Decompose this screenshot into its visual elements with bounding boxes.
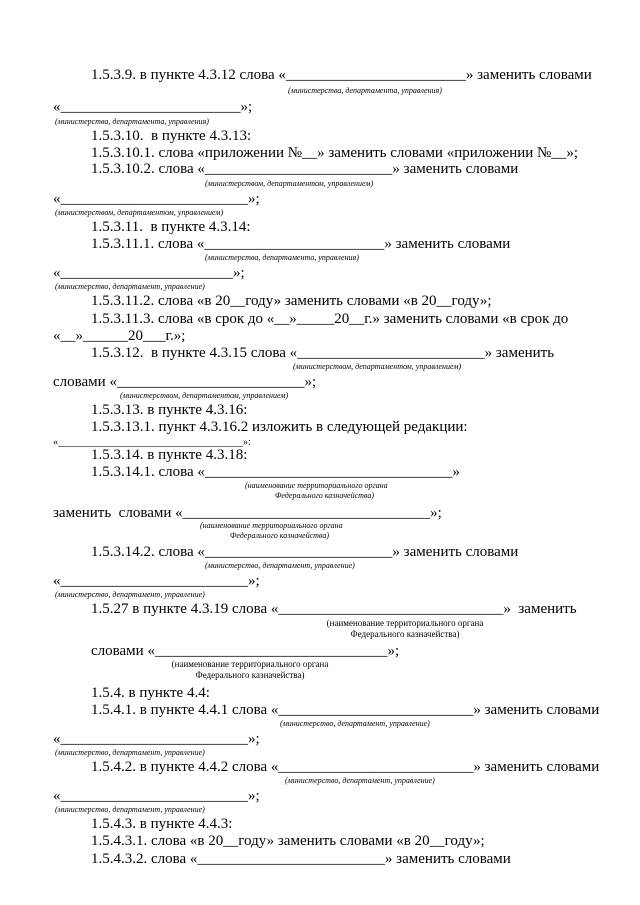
text-line: 1.5.4.3. в пункте 4.4.3: bbox=[91, 816, 233, 832]
text-line: 1.5.4.2. в пункте 4.4.2 слова «__________________________» заменить словами bbox=[91, 759, 600, 775]
hint-note: (министерством, департаментом, управлением) bbox=[205, 179, 374, 188]
text-line: 1.5.3.11.3. слова «в срок до «__»_____20__г.» заменить словами «в срок до bbox=[91, 311, 569, 327]
text-line: 1.5.4.3.2. слова «_________________________» заменить словами bbox=[91, 851, 511, 867]
hint-note: (министерство, департамент, управление) bbox=[55, 590, 205, 599]
text-line: заменить словами «_________________________________»; bbox=[53, 505, 442, 521]
text-line: «_________________________»; bbox=[53, 788, 260, 804]
text-line: 1.5.3.14.2. слова «_________________________» заменить словами bbox=[91, 544, 519, 560]
text-line: 1.5.3.11.1. слова «________________________» заменить словами bbox=[91, 236, 511, 252]
hint-note: (министерство, департамент, управление) bbox=[205, 561, 355, 570]
hint-note: (наименование территориального органа bbox=[171, 659, 329, 669]
hint-note: (министерство, департамент, управление) bbox=[280, 719, 430, 728]
text-line: словами «_______________________________»; bbox=[91, 643, 400, 659]
hint-note: (министерство, департамент, управление) bbox=[55, 282, 205, 291]
hint-note: (министерство, департамент, управление) bbox=[285, 776, 435, 785]
text-line: 1.5.3.12. в пункте 4.3.15 слова «_________________________» заменить bbox=[91, 345, 555, 361]
text-line: 1.5.3.13. в пункте 4.3.16: bbox=[91, 402, 248, 418]
text-line: «__»______20___г.»; bbox=[53, 328, 186, 344]
hint-note: (министерство, департамент, управление) bbox=[55, 748, 205, 757]
text-line: 1.5.3.11.2. слова «в 20__году» заменить словами «в 20__году»; bbox=[91, 293, 492, 309]
text-line: 1.5.4. в пункте 4.4: bbox=[91, 685, 210, 701]
hint-note: (министерство, департамент, управление) bbox=[55, 805, 205, 814]
text-line: «_______________________»; bbox=[53, 265, 245, 281]
hint-note: Федерального казначейства) bbox=[195, 670, 305, 680]
hint-note: (наименование территориального органа bbox=[245, 481, 388, 490]
text-line: «_________________________»; bbox=[53, 191, 260, 207]
text-line: 1.5.3.14.1. слова «_________________________________» bbox=[91, 464, 460, 480]
text-line: 1.5.3.10. в пункте 4.3.13: bbox=[91, 128, 252, 144]
text-line: 1.5.3.10.1. слова «приложении №__» заменить словами «приложении №__»; bbox=[91, 145, 579, 161]
text-line: 1.5.4.1. в пункте 4.4.1 слова «__________________________» заменить словами bbox=[91, 702, 600, 718]
text-line: 1.5.3.13.1. пункт 4.3.16.2 изложить в следующей редакции: bbox=[91, 419, 468, 435]
hint-note: (министерства, департамента, управления) bbox=[55, 117, 209, 126]
hint-note: (наименование территориального органа bbox=[200, 521, 343, 530]
text-line: «_________________________»; bbox=[53, 731, 260, 747]
text-line: 1.5.3.11. в пункте 4.3.14: bbox=[91, 219, 251, 235]
text-line: «_____________________________________»: bbox=[53, 437, 251, 448]
hint-note: (наименование территориального органа bbox=[326, 618, 484, 628]
text-line: словами «_________________________»; bbox=[53, 374, 317, 390]
text-line: «_________________________»; bbox=[53, 573, 260, 589]
text-line: 1.5.3.9. в пункте 4.3.12 слова «________________________» заменить словами bbox=[91, 67, 592, 83]
text-line: 1.5.3.10.2. слова «_________________________» заменить словами bbox=[91, 161, 519, 177]
hint-note: (министерством, департаментом, управлением) bbox=[55, 208, 224, 217]
hint-note: (министерства, департамента, управления) bbox=[205, 253, 359, 262]
hint-note: Федерального казначейства) bbox=[275, 491, 375, 500]
hint-note: Федерального казначейства) bbox=[350, 629, 460, 639]
text-line: 1.5.27 в пункте 4.3.19 слова «______________________________» заменить bbox=[91, 601, 577, 617]
hint-note: Федерального казначейства) bbox=[230, 531, 330, 540]
text-line: 1.5.4.3.1. слова «в 20__году» заменить словами «в 20__году»; bbox=[91, 833, 485, 849]
hint-note: (министерства, департамента, управления) bbox=[288, 86, 442, 95]
hint-note: (министерством, департаментом, управлением) bbox=[120, 391, 289, 400]
text-line: «________________________»; bbox=[53, 99, 253, 115]
hint-note: (министерством, департаментом, управлением) bbox=[293, 362, 462, 371]
text-line: 1.5.3.14. в пункте 4.3.18: bbox=[91, 447, 248, 463]
